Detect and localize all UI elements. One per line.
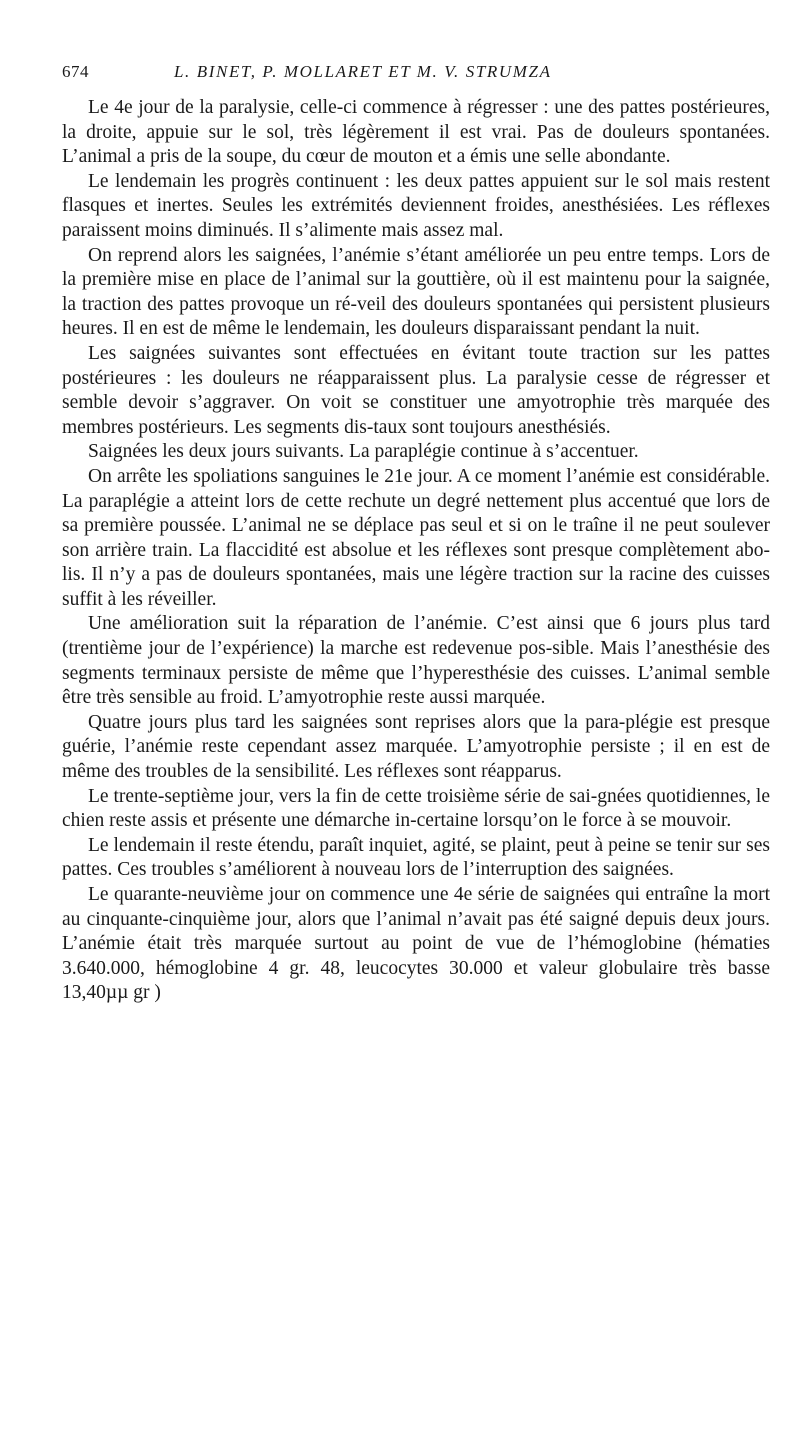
paragraph: Une amélioration suit la réparation de l’anémie. C’est ainsi que 6 jours plus tard (trentième jour de l’expérience) la marche est redevenue pos-sible. Mais l’anesthésie des segments terminaux persiste de même que l’hyperesthésie des cuisses. L’animal semble être très sensible au froid. L’amyotrophie reste aussi marquée. xyxy=(62,613,770,709)
body-text xyxy=(62,96,770,1006)
paragraph: Les saignées suivantes sont effectuées en évitant toute traction sur les pattes postérieures : les douleurs ne réapparaissent plus. La paralysie cesse de régresser et semble devoir s’aggraver. On voit se constituer une amyotrophie très marquée des membres postérieurs. Les segments dis-taux sont toujours anesthésiés. xyxy=(62,342,770,438)
paragraph: On arrête les spoliations sanguines le 21e jour. A ce moment l’anémie est considérable. La paraplégie a atteint lors de cette rechute un degré nettement plus accentué que lors de sa première poussée. L’animal ne se déplace pas seul et si on le traîne il ne peut soulever son arrière train. La flaccidité est absolue et les réflexes sont presque complètement abo-lis. Il n’y a pas de douleurs spontanées, mais une légère traction sur la racine des cuisses suffit à les réveiller. xyxy=(62,465,770,610)
paragraph: Le lendemain les progrès continuent : les deux pattes appuient sur le sol mais restent flasques et inertes. Seules les extrémités deviennent froides, anesthésiées. Les réflexes paraissent moins diminués. Il s’alimente mais assez mal. xyxy=(62,170,770,241)
paragraph: On reprend alors les saignées, l’anémie s’étant améliorée un peu entre temps. Lors de la première mise en place de l’animal sur la gouttière, où il est maintenu pour la saignée, la traction des pattes provoque un ré-veil des douleurs spontanées qui persistent plusieurs heures. Il en est de même le lendemain, les douleurs disparaissant pendant la nuit. xyxy=(62,244,770,340)
paragraph: Le trente-septième jour, vers la fin de cette troisième série de sai-gnées quotidiennes, le chien reste assis et présente une démarche in-certaine lorsqu’on le force à se mouvoir. xyxy=(62,785,770,832)
paragraph: Saignées les deux jours suivants. La paraplégie continue à s’accentuer. xyxy=(88,441,639,463)
paragraph: Le quarante-neuvième jour on commence une 4e série de saignées qui entraîne la mort au cinquante-cinquième jour, alors que l’animal n’avait pas été saigné depuis deux jours. L’anémie était très marquée surtout au point de vue de l’hémoglobine (hématies 3.640.000, hémoglobine 4 gr. 48, leucocytes 30.000 et valeur globulaire très basse 13,40µµ gr ) xyxy=(62,884,770,1004)
page-number: 674 xyxy=(62,62,89,81)
paragraph: Le 4e jour de la paralysie, celle-ci commence à régresser : une des pattes postérieures, la droite, appuie sur le sol, très légèrement il est vrai. Pas de douleurs spontanées. L’animal a pris de la soupe, du cœur de mouton et a émis une selle abondante. xyxy=(62,97,770,168)
paragraph: Le lendemain il reste étendu, paraît inquiet, agité, se plaint, peut à peine se tenir sur ses pattes. Ces troubles s’améliorent à nouveau lors de l’interruption des saignées. xyxy=(62,834,770,881)
paragraph: Quatre jours plus tard les saignées sont reprises alors que la para-plégie est presque guérie, l’anémie reste cependant assez marquée. L’amyotrophie persiste ; il en est de même des troubles de la sensibilité. Les réflexes sont réapparus. xyxy=(62,711,770,783)
running-head-authors: L. BINET, P. MOLLARET ET M. V. STRUMZA xyxy=(174,62,552,81)
running-head xyxy=(62,62,770,86)
